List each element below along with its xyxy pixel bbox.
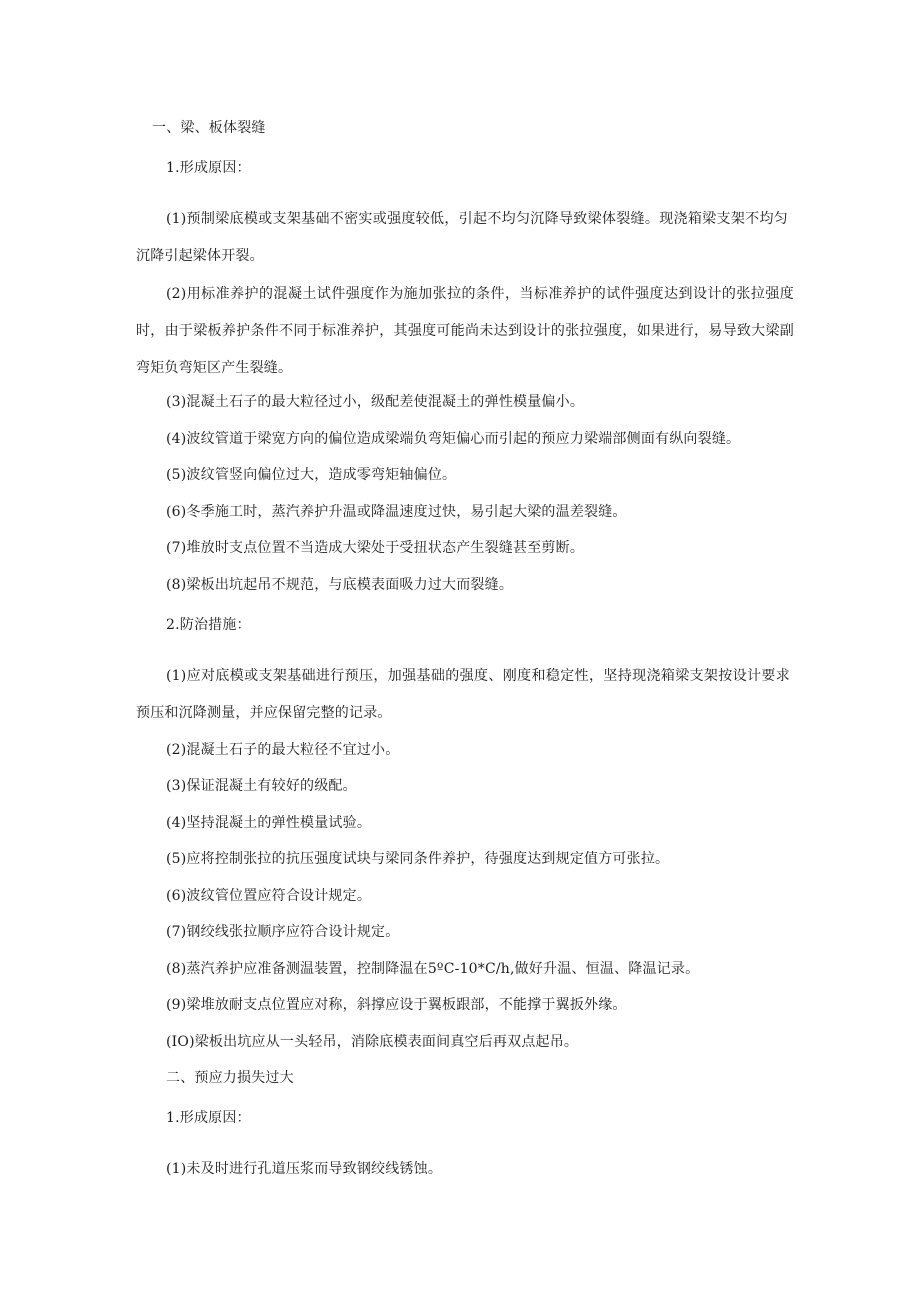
cause-item-2: (2)用标准养护的混凝土试件强度作为施加张拉的条件，当标准养护的试件强度达到设计的张拉强度时，由于梁板养护条件不同于标准养护，其强度可能尚未达到设计的张拉强度，如果进行，易导致大梁副弯矩负弯矩区产生裂缝。	[136, 286, 794, 376]
measure-item-7: (7)钢绞线张拉顺序应符合设计规定。	[166, 924, 400, 940]
measure-item-10: (IO)梁板出坑应从一头轻吊，消除底模表面间真空后再双点起吊。	[166, 1034, 579, 1050]
section-1-measures-heading: 2.防治措施：	[166, 617, 251, 633]
measure-item-1: (1)应对底模或支架基础进行预压，加强基础的强度、刚度和稳定性，坚持现浇箱梁支架按设计要求预压和沉降测量，并应保留完整的记录。	[136, 668, 790, 721]
cause-item-1: (1)预制梁底模或支架基础不密实或强度较低，引起不均匀沉降导致梁体裂缝。现浇箱梁支架不均匀沉降引起梁体开裂。	[136, 211, 788, 264]
measure-item-3: (3)保证混凝土有较好的级配。	[166, 778, 357, 794]
measure-item-9: (9)梁堆放耐支点位置应对称，斜撑应设于翼板跟部，不能撑于翼扳外缘。	[166, 997, 627, 1013]
measure-item-8: (8)蒸汽养护应准备测温装置，控制降温在5ºC-10*C/h,做好升温、恒温、降温记录。	[166, 961, 700, 977]
measure-item-6: (6)波纹管位置应符合设计规定。	[166, 888, 372, 904]
cause-item-3: (3)混凝土石子的最大粒径过小，级配差使混凝土的弹性模量偏小。	[166, 394, 585, 410]
measure-item-4: (4)坚持混凝土的弹性模量试验。	[166, 815, 372, 831]
section-1-causes-heading: 1.形成原因：	[166, 160, 251, 176]
cause-item-7: (7)堆放时支点位置不当造成大梁处于受扭状态产生裂缝甚至剪断。	[166, 540, 585, 556]
measure-item-5: (5)应将控制张拉的抗压强度试块与梁同条件养护，待强度达到规定值方可张拉。	[166, 851, 670, 867]
section-2-cause-item-1: (1)未及时进行孔道压浆而导致钢绞线锈蚀。	[166, 1161, 443, 1177]
cause-item-5: (5)波纹管竖向偏位过大，造成零弯矩轴偏位。	[166, 467, 457, 483]
section-1-heading: 一、梁、板体裂缝	[152, 120, 266, 136]
measure-item-2: (2)混凝土石子的最大粒径不宜过小。	[166, 742, 400, 758]
cause-item-6: (6)冬季施工时，蒸汽养护升温或降温速度过快，易引起大梁的温差裂缝。	[166, 504, 627, 520]
section-2-heading: 二、预应力损失过大	[166, 1070, 294, 1086]
cause-item-8: (8)梁板出坑起吊不规范，与底模表面吸力过大而裂缝。	[166, 577, 514, 593]
section-2-causes-heading: 1.形成原因：	[166, 1110, 251, 1126]
cause-item-4: (4)波纹管道于梁宽方向的偏位造成梁端负弯矩偏心而引起的预应力梁端部侧面有纵向裂缝。	[166, 431, 741, 447]
